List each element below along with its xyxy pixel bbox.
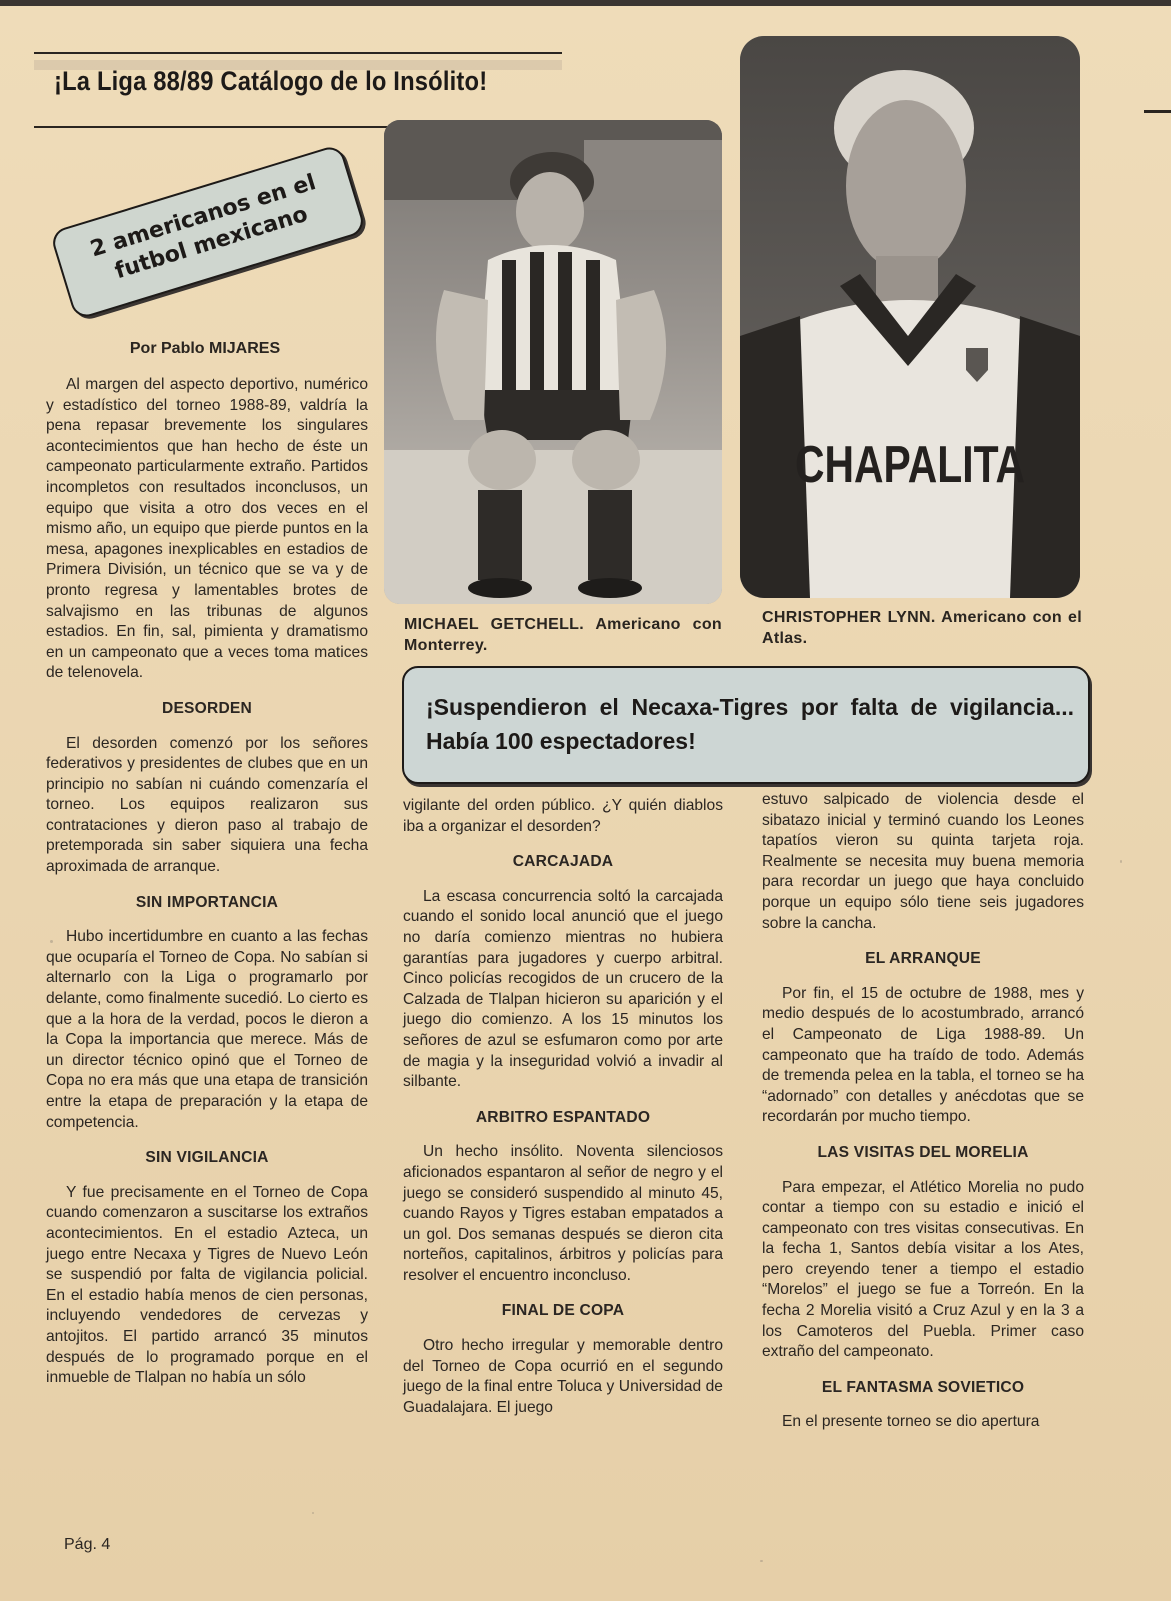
section-heading-sin-vigilancia: SIN VIGILANCIA <box>145 1149 269 1167</box>
paragraph-sin-importancia: Hubo incertidumbre en cuanto a las fechas que ocuparía el Torneo de Copa. No sabían si alternarlo con la Liga o programarlo por delante, como finalmente sucedió. Lo cierto es que a la hora de la verdad, pocos le dieron a la Copa la importancia que merece. Más de un director técnico opinó que el Torneo de Copa no era más que una etapa de transición entre la etapa de preparación y la etapa de competencia. <box>46 928 368 1131</box>
highlight-box <box>402 666 1090 784</box>
edge-mark <box>1144 110 1171 113</box>
photo-christopher-lynn <box>740 36 1080 598</box>
continued-paragraph: estuvo salpicado de violencia desde el sibatazo inicial y terminó cuando los Leones tapatíos vieron su quinta tarjeta roja. Realmente se necesita muy buena memoria para recordar un juego que haya concluido porque un equipo sólo tiene seis jugadores sobre la cancha. <box>762 791 1084 932</box>
continued-paragraph: vigilante del orden público. ¿Y quién diablos iba a organizar el desorden? <box>403 797 723 835</box>
photo-caption-lynn: CHRISTOPHER LYNN. Americano con el Atlas. <box>762 609 1082 647</box>
paragraph-sin-vigilancia: Y fue precisamente en el Torneo de Copa cuando comenzaron a suscitarse los extraños acontecimientos. En el estadio Azteca, un juego entre Necaxa y Tigres de Nuevo León se suspendió por falta de vigilancia policial. En el estadio había menos de cien personas, incluyendo vendedores de cervezas y antojitos. El partido arrancó 35 minutos después de lo programado porque en el inmueble de Tlalpan no había un sólo <box>46 1183 368 1387</box>
paper-speck <box>760 1560 763 1562</box>
paper-speck <box>312 1512 314 1514</box>
player-photo-illustration <box>740 36 1080 598</box>
article-column-2 <box>403 796 723 1418</box>
paragraph-visitas-morelia: Para empezar, el Atlético Morelia no pudo contar a tiempo con su estadio e inició el campeonato con tres visitas consecutivas. En la fecha 1, Santos debía visitar a los Ates, pero creyendo tener a tiempo el estadio “Morelos” el juego se fue a Torreón. En la fecha 2 Morelia visitó a Cruz Azul y en la 3 a los Camoteros del Puebla. Primer caso extraño del campeonato. <box>762 1178 1084 1361</box>
photo-caption-getchell: MICHAEL GETCHELL. Americano con Monterrey. <box>404 616 722 654</box>
page-title: ¡La Liga 88/89 Catálogo de lo Insólito! <box>54 66 488 96</box>
section-heading-arbitro-espantado: ARBITRO ESPANTADO <box>475 1108 651 1126</box>
feature-box <box>49 144 367 321</box>
paper-speck <box>1120 860 1122 863</box>
section-heading-el-arranque: EL ARRANQUE <box>865 950 981 968</box>
title-block <box>34 52 562 128</box>
section-heading-sin-importancia: SIN IMPORTANCIA <box>135 893 279 911</box>
intro-paragraph: Al margen del aspecto deportivo, numérico y estadístico del torneo 1988-89, valdría la pena repasar brevemente los singulares acontecimientos que han hecho de éste un campeonato particularmente extraño. Partidos incompletos con resultados inconclusos, un equipo que visita a otro dos veces en el mismo año, un equipo que pierde puntos en la mesa, apagones inexplicables en estadios de Primera División, un técnico que se va y de pronto regresa y lamentables brotes de salvajismo en las tribunas de algunos estadios. En fin, sal, pimienta y dramatismo en un campeonato que a veces toma matices de telenovela. <box>46 376 368 682</box>
article-column-1 <box>46 375 368 1389</box>
article-column-3 <box>762 790 1084 1433</box>
section-heading-desorden: DESORDEN <box>162 699 252 717</box>
section-heading-visitas-morelia: LAS VISITAS DEL MORELIA <box>817 1143 1029 1161</box>
section-heading-final-de-copa: FINAL DE COPA <box>501 1302 625 1320</box>
paragraph-arbitro-espantado: Un hecho insólito. Noventa silenciosos aficionados espantaron al señor de negro y el juego se consideró suspendido al minuto 45, cuando Rayos y Tigres estaban empatados a un gol. Dos semanas después se dieron cita norteños, capitalinos, árbitros y policías para resolver el encuentro inconcluso. <box>403 1143 723 1284</box>
player-photo-illustration <box>384 120 722 604</box>
paragraph-el-arranque: Por fin, el 15 de octubre de 1988, mes y medio después de lo acostumbrado, arrancó el Campeonato de Liga 1988-89. Un campeonato que ha traído de todo. Además de tremenda pelea en la tabla, el torneo se ha “adornado” con detalles y anécdotas que se recordarán por mucho tiempo. <box>762 984 1084 1126</box>
section-heading-carcajada: CARCAJADA <box>512 853 614 871</box>
paragraph-desorden: El desorden comenzó por los señores federativos y presidentes de clubes que en un principio no sabían ni cuándo comenzaría el torneo. Los equipos realizaron sus contrataciones y dieron paso al trabajo de pretemporada sin saber siquiera una fecha aproximada de arranque. <box>46 734 368 876</box>
top-border <box>0 0 1171 6</box>
paper-speck <box>50 940 53 943</box>
section-heading-fantasma-sovietico: EL FANTASMA SOVIETICO <box>821 1378 1025 1396</box>
highlight-text: ¡Suspendieron el Necaxa-Tigres por falta de vigilancia... Había 100 espectadores! <box>426 694 1074 754</box>
paragraph-carcajada: La escasa concurrencia soltó la carcajada cuando el sonido local anunció que el juego no daría comienzo mientras no hubiera garantías para jugadores y cuerpo arbitral. Cinco policías recogidos de un crucero de la Calzada de Tlalpan hicieron su aparición y el juego dio comienzo. A los 15 minutos los señores de azul se esfumaron como por arte de magia y la inseguridad volvió a invadir al silbante. <box>403 887 723 1091</box>
page-number: Pág. 4 <box>64 1536 111 1553</box>
byline: Por Pablo MIJARES <box>129 340 281 357</box>
feature-box-text: 2 americanos en el futbol mexicano <box>87 170 319 285</box>
paragraph-fantasma-sovietico: En el presente torneo se dio apertura <box>782 1413 1040 1431</box>
jersey-text: CHAPALITA <box>795 436 1025 494</box>
paragraph-final-de-copa: Otro hecho irregular y memorable dentro del Torneo de Copa ocurrió en el segundo juego de la final entre Toluca y Universidad de Guadalajara. El juego <box>403 1337 723 1416</box>
photo-michael-getchell <box>384 120 722 604</box>
